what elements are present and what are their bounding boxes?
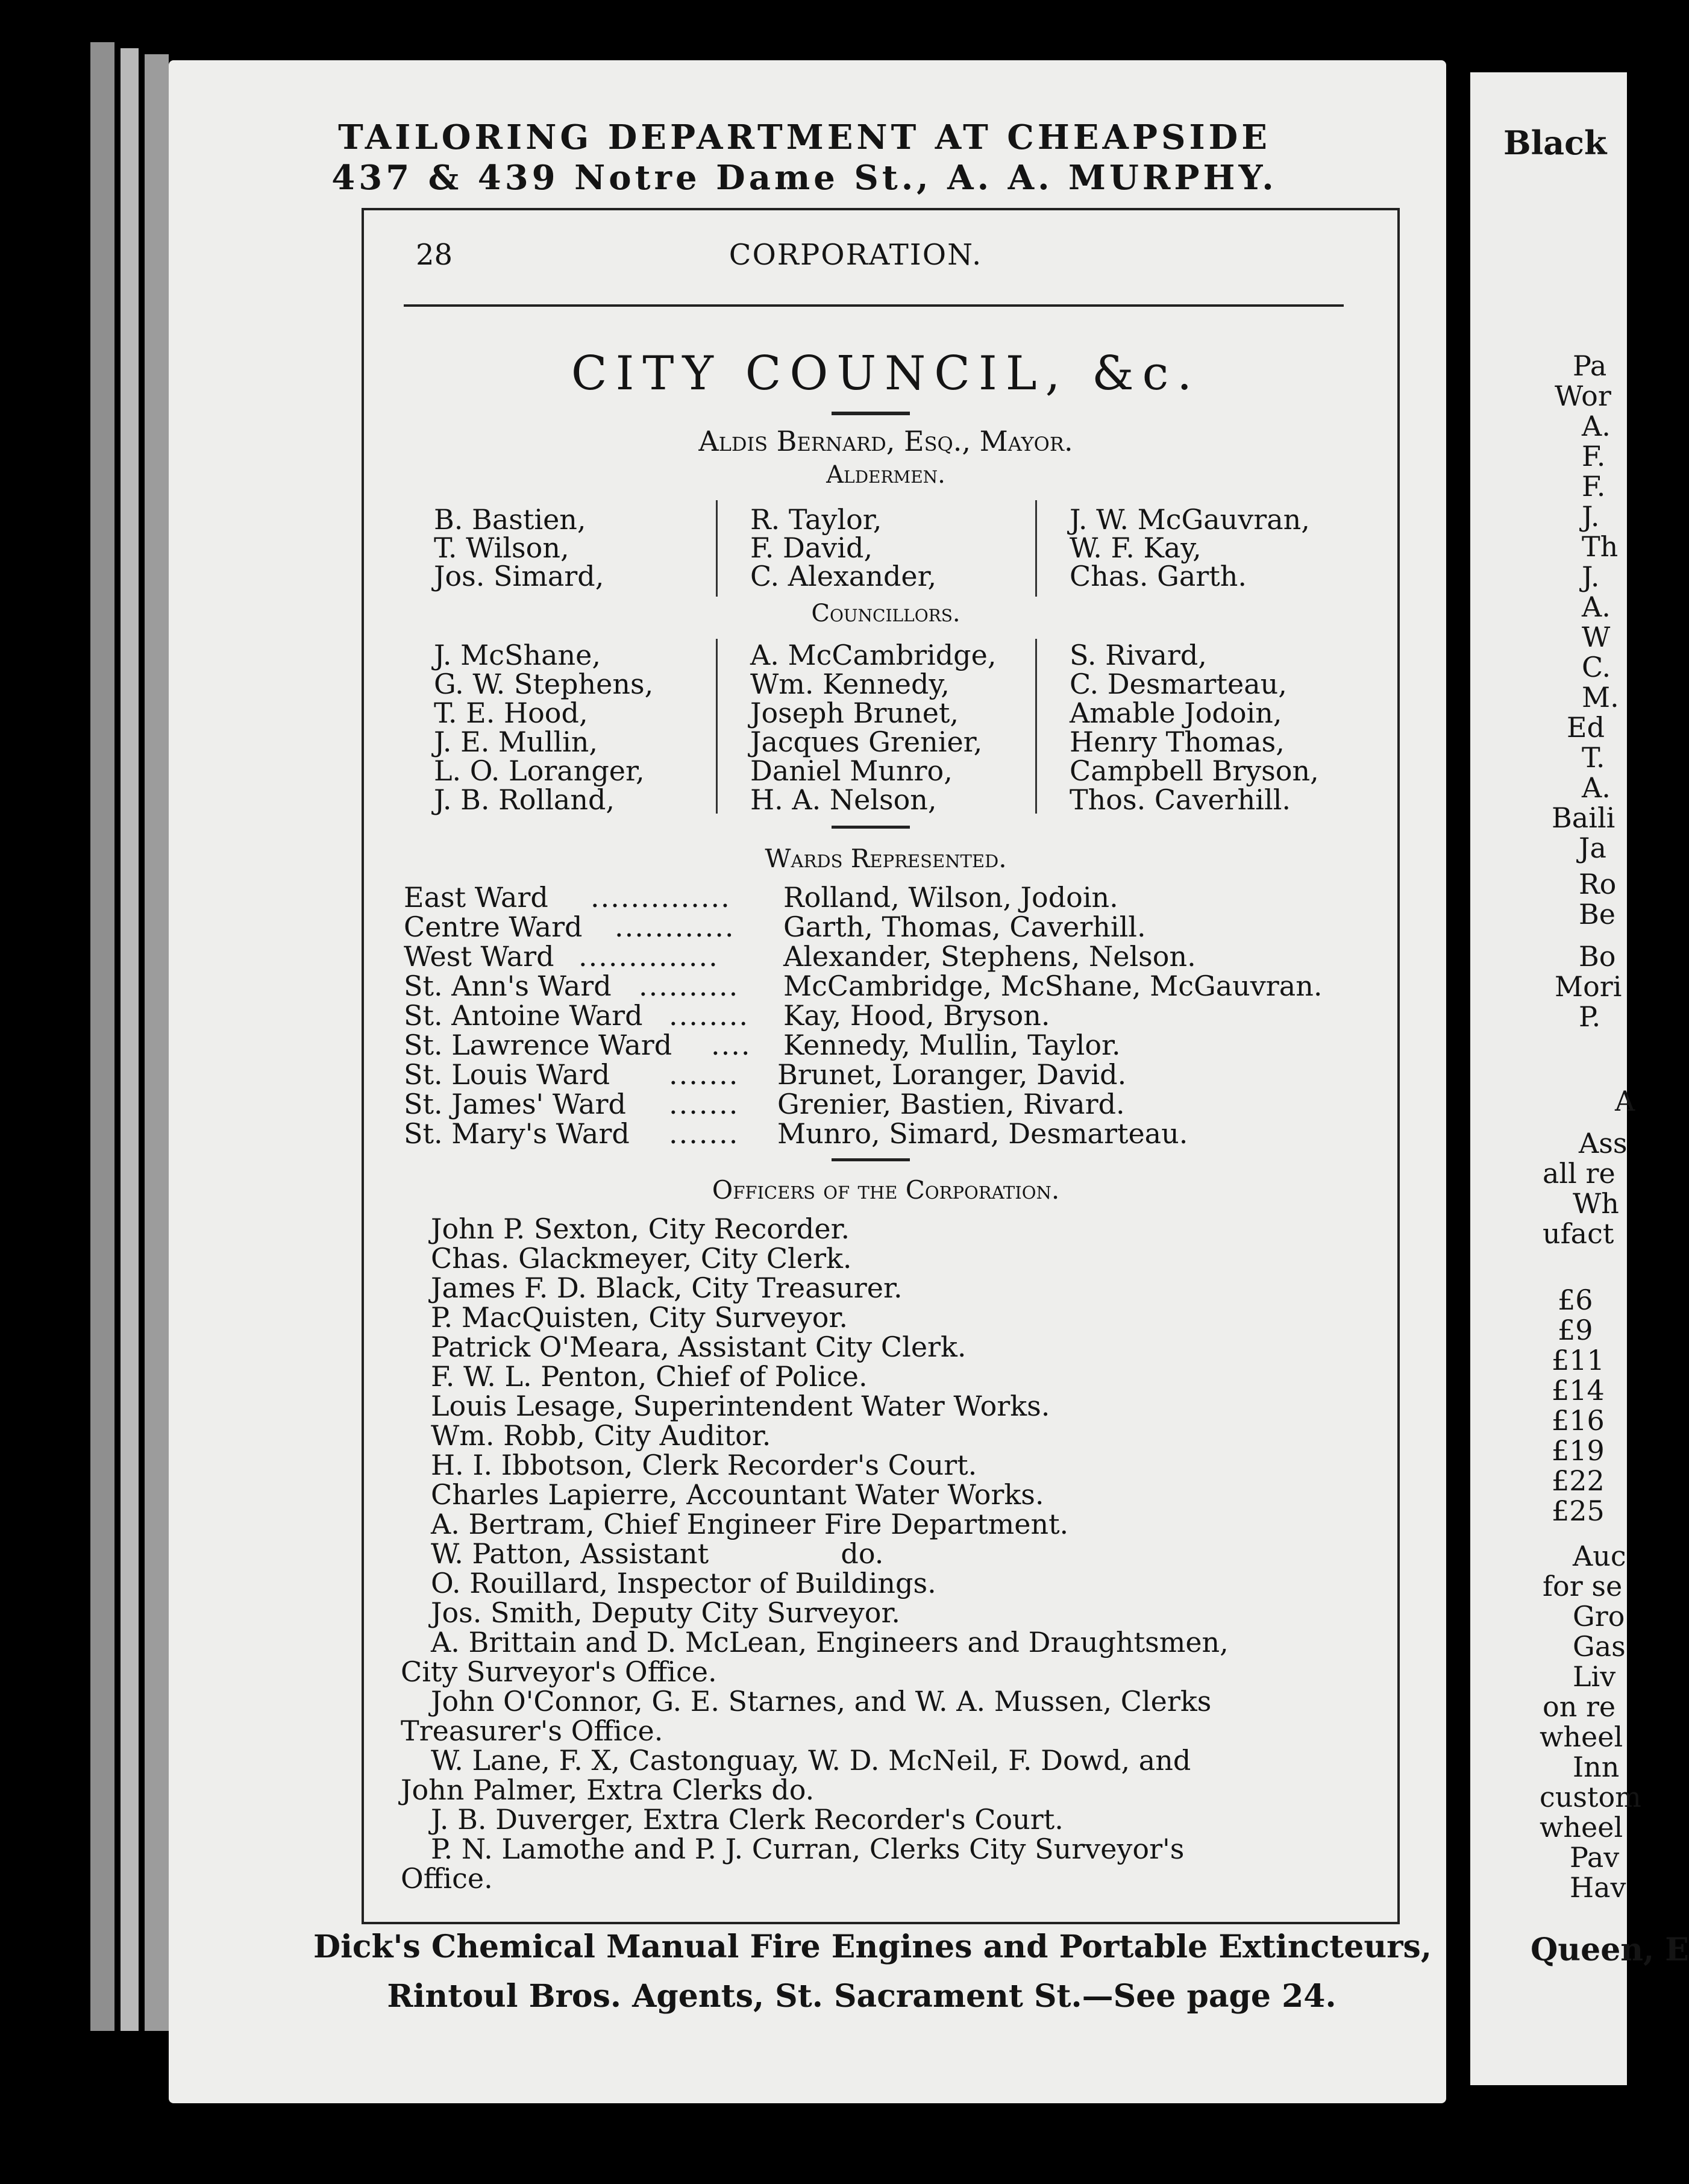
ward-name: St. Louis Ward [404, 1058, 610, 1091]
leader-dots: ....... [669, 1117, 739, 1150]
right-page-fragment: ufact [1543, 1217, 1614, 1250]
right-page-fragment: £14 [1552, 1374, 1605, 1407]
right-page-fragment: A. [1582, 410, 1611, 442]
right-page-fragment: on re [1543, 1690, 1616, 1723]
right-page-fragment: F. [1582, 440, 1606, 472]
wards-heading: Wards Represented. [765, 844, 1007, 873]
ward-name: St. Antoine Ward [404, 999, 643, 1032]
right-page-fragment: for se [1543, 1570, 1623, 1602]
right-page-fragment: all re [1543, 1157, 1615, 1190]
right-page-fragment: C. [1582, 651, 1611, 683]
right-page-fragment: Ro [1579, 868, 1617, 900]
councillors-heading: Councillors. [811, 600, 960, 627]
councillor-name: Henry Thomas, [1070, 726, 1285, 758]
alderman-name: R. Taylor, [750, 503, 882, 536]
ward-name: West Ward [404, 940, 554, 973]
officer-entry: J. B. Duverger, Extra Clerk Recorder's Court. [431, 1803, 1064, 1836]
right-page-fragment: Ass [1579, 1127, 1628, 1159]
alderman-name: Chas. Garth. [1070, 560, 1247, 592]
leader-dots: .............. [591, 881, 731, 914]
section-title: CITY COUNCIL, &c. [571, 347, 1201, 401]
right-page-fragment: £16 [1552, 1404, 1605, 1437]
officer-entry: James F. D. Black, City Treasurer. [431, 1272, 903, 1304]
officer-entry: Wm. Robb, City Auditor. [431, 1419, 771, 1452]
section-rule [832, 826, 910, 829]
councillor-name: L. O. Loranger, [434, 755, 645, 787]
header-advert-line-2: 437 & 439 Notre Dame St., A. A. MURPHY. [331, 158, 1277, 198]
alderman-name: F. David, [750, 532, 873, 564]
leader-dots: ....... [669, 1058, 739, 1091]
alderman-name: Jos. Simard, [434, 560, 604, 592]
right-page-fragment: Th [1582, 530, 1618, 563]
ward-name: St. Mary's Ward [404, 1117, 630, 1150]
ward-members: Rolland, Wilson, Jodoin. [783, 881, 1118, 914]
officer-entry: Louis Lesage, Superintendent Water Works. [431, 1390, 1050, 1422]
officer-entry: H. I. Ibbotson, Clerk Recorder's Court. [431, 1449, 977, 1481]
officer-entry: F. W. L. Penton, Chief of Police. [431, 1360, 868, 1393]
ward-members: Brunet, Loranger, David. [777, 1058, 1127, 1091]
right-page-fragment: Liv [1573, 1660, 1616, 1693]
councillor-name: T. E. Hood, [434, 697, 588, 729]
councillor-name: J. McShane, [434, 639, 601, 671]
officer-entry-continued: Office. [401, 1862, 493, 1895]
councillor-name: Joseph Brunet, [750, 697, 959, 729]
column-divider [716, 639, 718, 814]
column-divider [1035, 639, 1037, 814]
ward-name: St. Lawrence Ward [404, 1029, 672, 1061]
page-stack-edge [90, 42, 114, 2031]
right-page-fragment: P. [1579, 1000, 1601, 1033]
councillor-name: G. W. Stephens, [434, 668, 654, 700]
ward-members: Alexander, Stephens, Nelson. [783, 940, 1196, 973]
footer-advert-line-1: Dick's Chemical Manual Fire Engines and Portable Extincteurs, [313, 1928, 1432, 1965]
right-page-fragment: £25 [1552, 1495, 1605, 1527]
officer-entry: John P. Sexton, City Recorder. [431, 1213, 850, 1245]
right-page-fragment: Wor [1555, 380, 1611, 412]
right-page-fragment: custom [1540, 1781, 1641, 1813]
officer-entry: John O'Connor, G. E. Starnes, and W. A. Mussen, Clerks [431, 1685, 1212, 1718]
officer-entry: Charles Lapierre, Accountant Water Works. [431, 1478, 1044, 1511]
ward-members: Garth, Thomas, Caverhill. [783, 911, 1146, 943]
ward-members: Grenier, Bastien, Rivard. [777, 1088, 1125, 1120]
ward-name: St. James' Ward [404, 1088, 626, 1120]
right-page-fragment: Pav [1570, 1841, 1620, 1874]
right-page-fragment: £11 [1552, 1344, 1605, 1376]
alderman-name: J. W. McGauvran, [1070, 503, 1310, 536]
right-page-fragment: J. [1582, 560, 1600, 593]
councillor-name: H. A. Nelson, [750, 783, 937, 816]
right-page-fragment: Hav [1570, 1871, 1626, 1904]
right-page-fragment: M. [1582, 681, 1619, 714]
right-page-fragment: Be [1579, 898, 1616, 930]
ward-members: McCambridge, McShane, McGauvran. [783, 970, 1323, 1002]
officer-entry-continued: John Palmer, Extra Clerks do. [401, 1774, 815, 1806]
right-page-footer: Queen, E [1531, 1931, 1689, 1968]
ward-members: Munro, Simard, Desmarteau. [777, 1117, 1188, 1150]
councillor-name: Daniel Munro, [750, 755, 953, 787]
footer-advert-line-2: Rintoul Bros. Agents, St. Sacrament St.—See page 24. [387, 1978, 1336, 2015]
right-page-fragment: £6 [1558, 1284, 1593, 1316]
officer-entry-continued: City Surveyor's Office. [401, 1655, 717, 1688]
officer-entry: A. Brittain and D. McLean, Engineers and Draughtsmen, [431, 1626, 1229, 1658]
aldermen-heading: Aldermen. [826, 461, 945, 489]
councillor-name: J. E. Mullin, [434, 726, 598, 758]
leader-dots: .......... [639, 970, 739, 1002]
right-page-fragment: A. [1582, 591, 1611, 623]
officer-entry: Patrick O'Meara, Assistant City Clerk. [431, 1331, 967, 1363]
alderman-name: T. Wilson, [434, 532, 569, 564]
right-page-fragment: Gas [1573, 1630, 1626, 1663]
ward-members: Kennedy, Mullin, Taylor. [783, 1029, 1121, 1061]
alderman-name: C. Alexander, [750, 560, 937, 592]
right-page-fragment: wheel [1540, 1721, 1623, 1753]
alderman-name: B. Bastien, [434, 503, 586, 536]
ward-name: St. Ann's Ward [404, 970, 612, 1002]
right-page-fragment: A [1615, 1085, 1635, 1117]
councillor-name: Thos. Caverhill. [1070, 783, 1291, 816]
councillor-name: Jacques Grenier, [750, 726, 983, 758]
councillor-name: Amable Jodoin, [1070, 697, 1282, 729]
leader-dots: ........ [669, 999, 749, 1032]
right-page-fragment: £19 [1552, 1434, 1605, 1467]
right-page-fragment: Inn [1573, 1751, 1620, 1783]
councillor-name: Wm. Kennedy, [750, 668, 950, 700]
leader-dots: .... [711, 1029, 751, 1061]
ward-members: Kay, Hood, Bryson. [783, 999, 1050, 1032]
leader-dots: ............ [615, 911, 735, 943]
councillor-name: S. Rivard, [1070, 639, 1207, 671]
right-page-fragment: Ed [1567, 711, 1605, 744]
officer-entry: P. N. Lamothe and P. J. Curran, Clerks City Surveyor's [431, 1833, 1185, 1865]
right-page-fragment: W [1582, 621, 1611, 653]
officer-entry: Jos. Smith, Deputy City Surveyor. [431, 1596, 901, 1629]
alderman-name: W. F. Kay, [1070, 532, 1202, 564]
leader-dots: .............. [578, 940, 719, 973]
officer-entry-continued: Treasurer's Office. [401, 1715, 663, 1747]
councillor-name: J. B. Rolland, [434, 783, 615, 816]
right-page-fragment: wheel [1540, 1811, 1623, 1844]
column-divider [1035, 500, 1037, 597]
officer-entry: O. Rouillard, Inspector of Buildings. [431, 1567, 936, 1599]
mayor-line: Aldis Bernard, Esq., Mayor. [698, 425, 1073, 457]
leader-dots: ....... [669, 1088, 739, 1120]
officer-entry: W. Patton, Assistant do. [431, 1537, 884, 1570]
right-page-fragment: Pa [1573, 350, 1607, 382]
right-page-fragment: Ja [1579, 832, 1606, 864]
right-page-fragment: Gro [1573, 1600, 1625, 1633]
page-stack-edge [145, 54, 169, 2031]
right-page-fragment: £22 [1552, 1464, 1605, 1497]
ward-name: Centre Ward [404, 911, 583, 943]
officers-heading: Officers of the Corporation. [712, 1175, 1060, 1205]
right-page-fragment: Wh [1573, 1187, 1619, 1220]
right-page-header: Black [1503, 124, 1607, 162]
column-divider [716, 500, 718, 597]
ward-name: East Ward [404, 881, 548, 914]
head-rule [404, 304, 1344, 307]
book-gutter [1446, 24, 1470, 2157]
officer-entry: A. Bertram, Chief Engineer Fire Department. [431, 1508, 1069, 1540]
councillor-name: A. McCambridge, [750, 639, 997, 671]
right-page-fragment: Mori [1555, 970, 1622, 1003]
page-number: 28 [416, 238, 453, 272]
officer-entry: W. Lane, F. X, Castonguay, W. D. McNeil, F. Dowd, and [431, 1744, 1191, 1777]
right-page-fragment: F. [1582, 470, 1606, 503]
right-page-fragment: J. [1582, 500, 1600, 533]
right-page-fragment: Auc [1573, 1540, 1626, 1572]
right-page-fragment: A. [1582, 771, 1611, 804]
right-page-fragment: Bo [1579, 940, 1616, 973]
officer-entry: Chas. Glackmeyer, City Clerk. [431, 1242, 852, 1275]
running-head: CORPORATION. [729, 238, 983, 272]
page-stack-edge [121, 48, 139, 2031]
title-rule [832, 412, 910, 415]
officer-entry: P. MacQuisten, City Surveyor. [431, 1301, 848, 1334]
right-page-fragment: £9 [1558, 1314, 1593, 1346]
right-page-fragment: T. [1582, 741, 1605, 774]
right-page-fragment: Baili [1552, 802, 1615, 834]
header-advert-line-1: TAILORING DEPARTMENT AT CHEAPSIDE [338, 118, 1271, 157]
section-rule [832, 1158, 910, 1161]
councillor-name: C. Desmarteau, [1070, 668, 1287, 700]
councillor-name: Campbell Bryson, [1070, 755, 1319, 787]
